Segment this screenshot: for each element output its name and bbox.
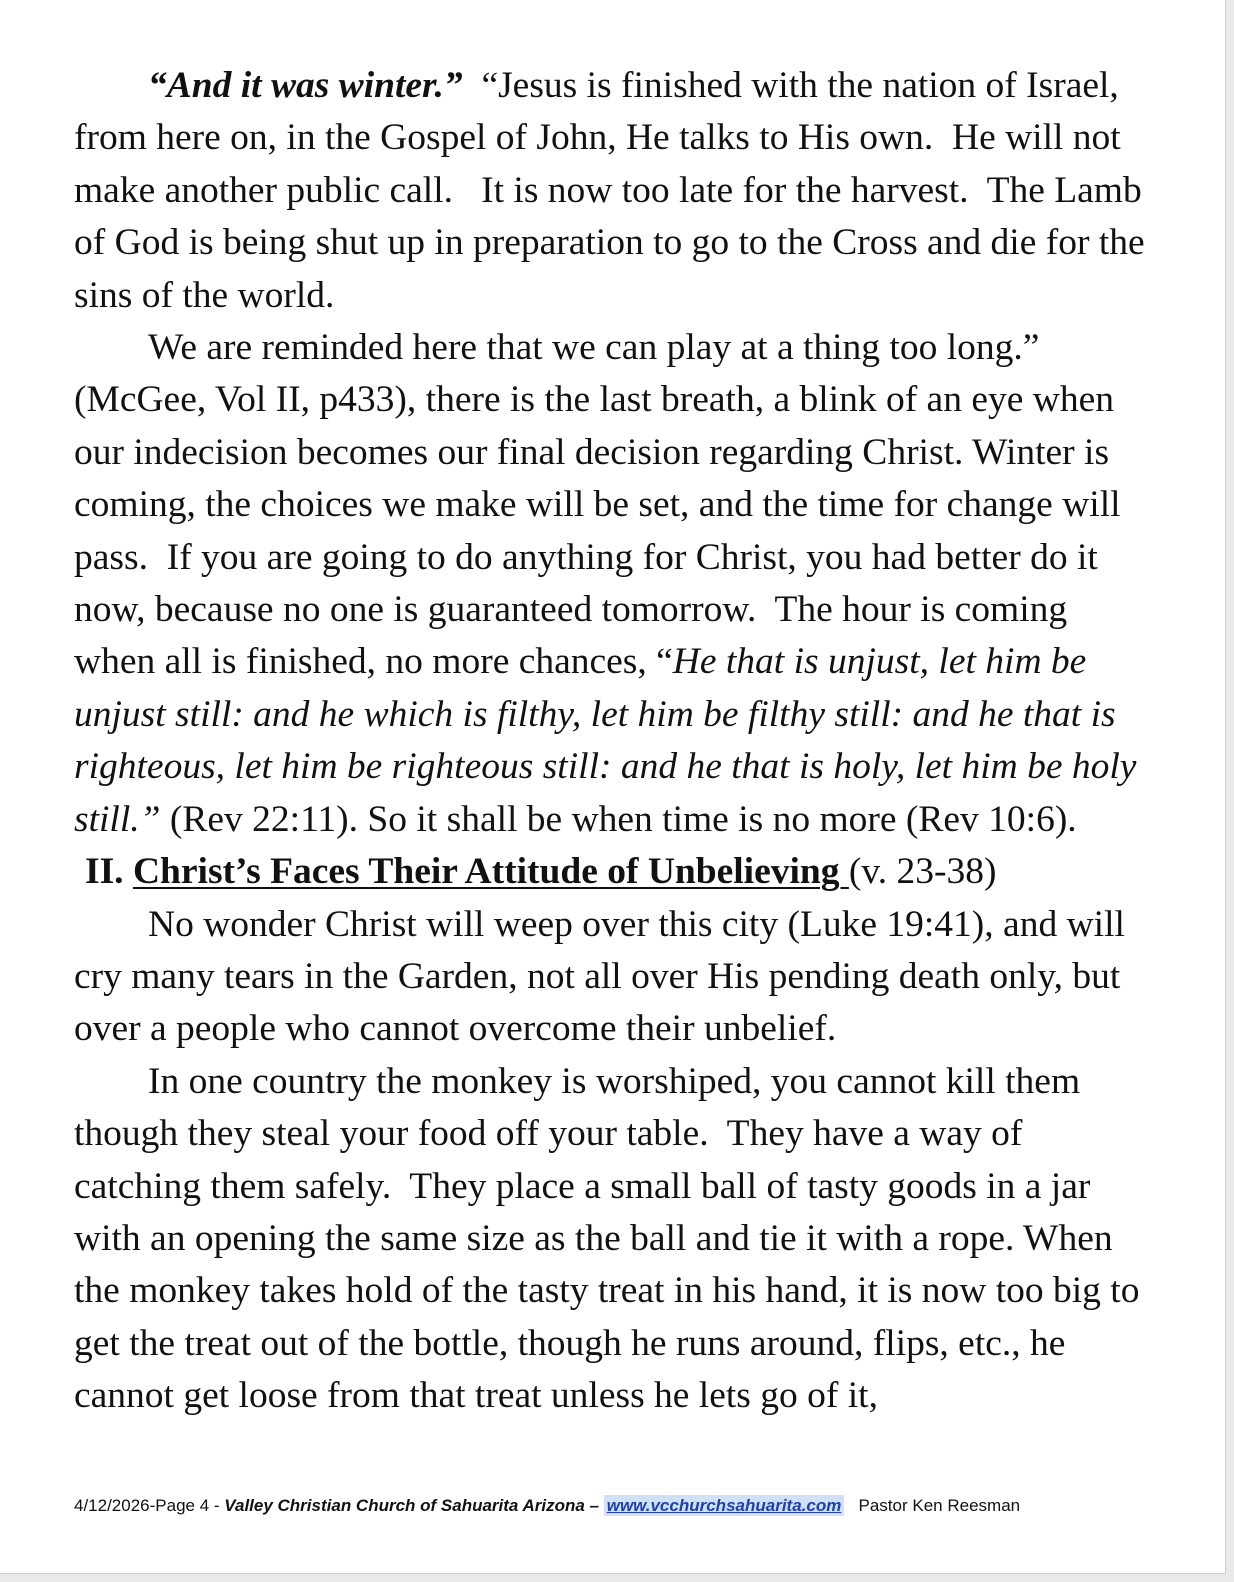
paragraph-3: No wonder Christ will weep over this city (Luke 19:41), and will cry many tears in the Garden, not all over His pending death only, but over a people who cannot overcome their unbelief.	[74, 903, 1135, 1050]
scripture-quote: He that is unjust, let him be unjust still: and he which is filthy, let him be filthy still: and he that is righteous, let him be righteous still: and he that is holy, let him be holy still.”	[74, 641, 1146, 840]
body-text	[74, 60, 1155, 1423]
footer-church: Valley Christian Church of Sahuarita Arizona –	[224, 1496, 604, 1515]
opening-quote: “And it was winter.”	[148, 65, 463, 106]
section-numeral: II.	[85, 851, 124, 893]
section-heading	[85, 846, 1149, 898]
paragraph-2-citation: (Rev 22:11). So it shall be when time is no more (Rev 10:6).	[160, 798, 1077, 840]
footer-website-link[interactable]: www.vcchurchsahuarita.com	[604, 1495, 845, 1516]
paragraph-2-text: We are reminded here that we can play at a thing too long.” (McGee, Vol II, p433), there is the last breath, a blink of an eye when our indecision becomes our final decision regarding Christ. Winter is coming, the choices we make will be set, and the time for change will pass. If you are going to do anything for Christ, you had better do it now, because no one is guaranteed tomorrow. The hour is coming when all is finished, no more chances, “	[74, 327, 1130, 683]
section-title: Christ’s Faces Their Attitude of Unbelieving	[132, 851, 849, 893]
section-reference: (v. 23-38)	[848, 851, 997, 893]
paragraph-1-text: “Jesus is finished with the nation of Israel, from here on, in the Gospel of John, He talks to His own. He will not make another public call. It is now too late for the harvest. The Lamb of God is being shut up in preparation to go to the Cross and die for the sins of the world.	[74, 65, 1155, 316]
paragraph-2	[74, 322, 1149, 846]
paragraph-4: In one country the monkey is worshiped, you cannot kill them though they steal your food off your table. They have a way of catching them safely. They place a small ball of tasty goods in a jar with an opening the same size as the ball and tie it with a rope. When the monkey takes hold of the tasty treat in his hand, it is now too big to get the treat out of the bottle, though he runs around, flips, etc., he cannot get loose from that treat unless he lets go of it,	[74, 1060, 1149, 1417]
footer-pastor: Pastor Ken Reesman	[858, 1496, 1021, 1515]
paragraph-1	[74, 60, 1155, 322]
page-footer	[74, 1494, 1020, 1518]
footer-date-page: 4/12/2026-Page 4 -	[74, 1496, 225, 1515]
